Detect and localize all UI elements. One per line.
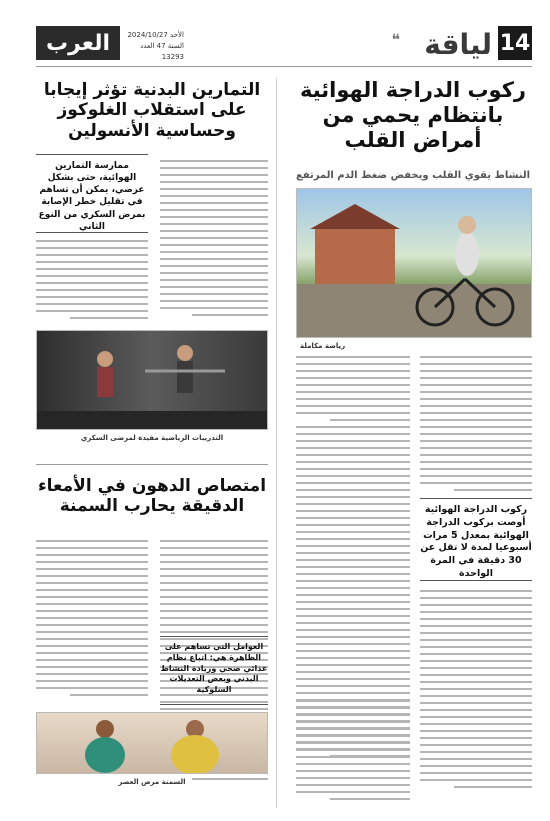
page-number: 14 [498, 26, 532, 60]
athletes-illustration [36, 331, 267, 430]
column-divider [276, 78, 277, 808]
fat-caption: السمنة مرض العصر [118, 778, 186, 786]
exercise-pull-quote: ممارسة التمارين الهوائية، حتى بشكل عرضي، يمكن أن تساهم في تقليل خطر الإصابة بمرض السكري من النوع الثاني [38, 161, 146, 232]
fat-headline: امتصاص الدهون في الأمعاء الدقيقة يحارب السمنة [37, 476, 267, 517]
fat-body-col-2 [36, 540, 148, 701]
bike-body-col-1b [296, 700, 410, 805]
bike-subhead: النشاط يقوي القلب ويخفض ضغط الدم المرتفع [295, 170, 531, 181]
exercise-body-col-1 [160, 160, 268, 321]
newspaper-logo: العرب [36, 26, 120, 60]
exercise-body-col-2 [36, 240, 148, 324]
obesity-photo [36, 712, 268, 774]
section-title: لياقة [424, 28, 492, 61]
pull-rule-exercise-top [36, 154, 148, 155]
pull-rule-bike-top [420, 498, 532, 499]
gym-photo [36, 330, 268, 430]
cyclist-illustration [296, 189, 531, 338]
bike-headline: ركوب الدراجة الهوائية بانتظام يحمي من أمراض القلب [299, 78, 527, 153]
pull-rule-exercise-bottom [36, 232, 148, 233]
pull-rule-fat-top [160, 636, 268, 637]
gym-caption: التدريبات الرياضية مفيدة لمرضى السكري [80, 434, 224, 442]
fat-pull-quote: العوامل التي تساهم على الظاهرة هي: اتباع نظام غذائي صحي وزيادة النشاط البدني وبعض التعديلات السلوكية [160, 642, 268, 695]
pull-rule-bike-bottom [420, 580, 532, 581]
section-rule [36, 464, 268, 465]
women-illustration [36, 713, 267, 774]
bike-body-col-2b [420, 590, 532, 793]
issue-number: السنة 47 العدد 13293 [140, 42, 184, 61]
section-quote-icon: ❝ [391, 30, 400, 49]
pull-rule-fat-bottom [160, 704, 268, 705]
issue-info [126, 30, 184, 63]
header-rule [36, 66, 532, 67]
issue-date: الأحد 2024/10/27 [127, 31, 184, 39]
bike-pull-quote: ركوب الدراجة الهوائية أوصت بركوب الدراجة الهوائية بمعدل 5 مرات أسبوعيا لمدة لا تقل عن 30 دقيقة في المرة الواحدة [420, 504, 532, 580]
bike-body-col-2 [420, 356, 532, 496]
bike-photo [296, 188, 532, 338]
bike-caption: رياضة مكاملة [300, 342, 346, 350]
exercise-headline: التمارين البدنية تؤثر إيجابا على استقلاب الغلوكوز وحساسية الأنسولين [43, 80, 261, 141]
